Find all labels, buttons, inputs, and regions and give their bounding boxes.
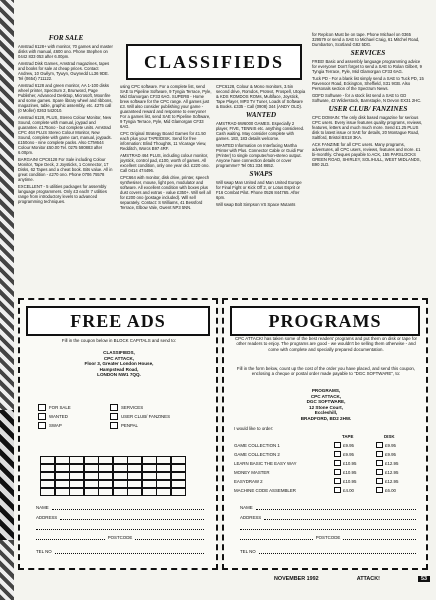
order-row xyxy=(234,460,416,466)
grid-cell[interactable] xyxy=(142,472,157,480)
disk-price: £12.95 xyxy=(385,469,399,475)
grid-cell[interactable] xyxy=(156,464,171,472)
program-name: EASYDRAW 2 xyxy=(234,478,263,484)
checkbox[interactable] xyxy=(376,442,383,449)
grid-cell[interactable] xyxy=(142,464,157,472)
grid-cell[interactable] xyxy=(127,472,142,480)
free-ads-header xyxy=(26,306,210,336)
ad-text-grid[interactable] xyxy=(40,456,198,496)
grid-cell[interactable] xyxy=(55,456,70,464)
address-line-2[interactable] xyxy=(240,524,416,530)
grid-cell[interactable] xyxy=(98,456,113,464)
checkbox[interactable] xyxy=(38,422,46,429)
user-club-heading: USER CLUB/ FANZINES xyxy=(328,105,408,113)
category-wanted[interactable]: WANTED xyxy=(38,413,68,420)
grid-cell[interactable] xyxy=(40,456,55,464)
program-name: MACHINE CODE ASSEMBLER xyxy=(234,487,296,493)
ad-text: Amstrad 6128 and green monitor, AA 1-100 disks wheel printer, Spectrum 2, Brunword, Page Publisher, Advanced Desktop, Microsoft, Moonfire and some games. Spare library wheel and ribbons, magazines, table, graphic assembly, etc. £275 call (0 Moller) 0263 542010. xyxy=(18,83,113,113)
tape-option[interactable] xyxy=(334,460,356,467)
grid-cell[interactable] xyxy=(171,488,186,496)
tape-column-header: TAPE xyxy=(342,434,354,439)
grid-cell[interactable] xyxy=(113,480,128,488)
grid-cell[interactable] xyxy=(55,480,70,488)
category-services[interactable]: SERVICES xyxy=(110,404,143,411)
grid-cell[interactable] xyxy=(98,480,113,488)
disk-option[interactable] xyxy=(376,487,396,494)
masthead-title: CLASSIFIEDS xyxy=(143,51,285,72)
ad-text: CPC Original Strategy Board Games for £1.50 each plus your TAPE/DISK. Send for free information: Blind Thoughts, 11 Vicarage View, Redditch, Worcs B97 4RF. xyxy=(120,131,207,151)
program-name: GAME COLLECTION 2 xyxy=(234,451,280,457)
grid-cell[interactable] xyxy=(69,456,84,464)
tape-option[interactable] xyxy=(334,487,354,494)
grid-cell[interactable] xyxy=(127,464,142,472)
grid-cell[interactable] xyxy=(142,480,157,488)
order-row xyxy=(234,478,416,484)
checkbox[interactable] xyxy=(334,451,341,458)
grid-cell[interactable] xyxy=(40,480,55,488)
tape-option[interactable] xyxy=(334,469,356,476)
programs-coupon xyxy=(222,298,428,570)
program-name: GAME COLLECTION 1 xyxy=(234,442,280,448)
grid-cell[interactable] xyxy=(171,464,186,472)
name-field[interactable]: NAME xyxy=(240,504,416,510)
tape-price: £9.95 xyxy=(343,451,354,457)
grid-cell[interactable] xyxy=(84,488,99,496)
tape-option[interactable] xyxy=(334,478,356,485)
ad-text: AMSTRAD 6W6000 GAMES. Especially 2 player, FIVE, TENNIS etc. anything considered. Cash waiting. May consider complete with games. 183, 183 details welcome. xyxy=(216,121,305,141)
program-name: MONEY MASTER xyxy=(234,469,270,475)
ad-text: WANTED Information on Interfacing Martha Printer with Plus. Connector Cable or Guidi Par (Printer) to single computer/non-stereo output. Anyone have connection details or cover programme? Tel 051 334 8652. xyxy=(216,143,304,168)
disk-option[interactable] xyxy=(376,451,396,458)
checkbox[interactable] xyxy=(110,422,118,429)
checkbox[interactable] xyxy=(334,487,341,494)
grid-cell[interactable] xyxy=(171,480,186,488)
swaps-heading: SWAPS xyxy=(249,170,273,178)
grid-cell[interactable] xyxy=(98,464,113,472)
grid-cell[interactable] xyxy=(113,488,128,496)
ad-text: Will swap Bolt Simpson VS Space Mutants xyxy=(216,202,296,207)
category-for-sale[interactable]: FOR SALE xyxy=(38,404,71,411)
programs-title: PROGRAMS xyxy=(268,310,382,331)
checkbox[interactable] xyxy=(110,413,118,420)
grid-cell[interactable] xyxy=(69,480,84,488)
grid-cell[interactable] xyxy=(127,480,142,488)
grid-cell[interactable] xyxy=(142,456,157,464)
column-four xyxy=(312,32,424,294)
grid-cell[interactable] xyxy=(55,472,70,480)
disk-price: £9.95 xyxy=(385,442,396,448)
tape-option[interactable] xyxy=(334,442,354,449)
name-field[interactable]: NAME xyxy=(36,504,204,510)
grid-cell[interactable] xyxy=(156,472,171,480)
page-spine xyxy=(0,0,14,600)
tape-option[interactable] xyxy=(334,451,354,458)
disk-price: £9.95 xyxy=(385,451,396,457)
ad-text: EXCELLENT - 5 utilities packages for assembly language programmers. Only £3 each! 7 utilities range from introductory levels to advanced programming techniques. xyxy=(18,184,107,204)
disk-option[interactable] xyxy=(376,478,398,485)
ad-text: FREE! Basic and assembly language programming advice for everyone! Don't forget to send a SAE to Rolan Gilbert, 9 Tyngia Terrace, Pyle, Mid Glamorgan CF33 6AG. xyxy=(312,59,422,74)
programs-intro: CPC ATTACK! has taken some of the best readers' programs and put them on disk or tape for other readers to enjoy. The programs are good - we wouldn't be selling them otherwise - and come with complete and specially prepared documentation. xyxy=(235,336,417,352)
category-user-club[interactable]: USER CLUB/ FANZINES xyxy=(110,413,170,420)
free-ads-title: FREE ADS xyxy=(70,310,166,331)
grid-cell[interactable] xyxy=(113,464,128,472)
address-line-2[interactable] xyxy=(36,524,204,530)
disk-price: £6.00 xyxy=(385,487,396,493)
wanted-heading: WANTED xyxy=(245,111,277,119)
grid-cell[interactable] xyxy=(84,464,99,472)
checkbox[interactable] xyxy=(38,413,46,420)
grid-cell[interactable] xyxy=(84,480,99,488)
checkbox[interactable] xyxy=(334,478,341,485)
ad-text: CPC664 with monitor, disk drive, printer, speech synthesiser, mouse, light pen, modulator and software. All excellent condition with boxes plus dust covers and extras - value £350+. Will sell all for £200 ono (postage included). Will sell separately. Contact: S Williams, 41 Bessford Terrace, Elbow Vale, Gwent NP3 5NN. xyxy=(120,175,211,210)
ad-text: for Replcon Must be on tape. Phone Michael on 0365 329579 or send a SAE to Michael Craig, 61 Mitchel Road, Dumbarton, Scotland G82 5DG. xyxy=(312,32,420,47)
grid-cell[interactable] xyxy=(84,472,99,480)
tape-price: £10.95 xyxy=(343,469,357,475)
checkbox[interactable] xyxy=(376,478,383,485)
category-penpal[interactable]: PENPAL xyxy=(110,422,138,429)
checkbox[interactable] xyxy=(38,404,46,411)
tel-field[interactable]: TEL NO xyxy=(36,548,204,554)
grid-cell[interactable] xyxy=(84,456,99,464)
ad-text: Will swap Man United and Man United Europe for Final Fight or Kick Off 2, or Lotus Esprit or F16 Combat Pilot. Phone 0526 844765. After 6pm. xyxy=(216,180,302,200)
grid-cell[interactable] xyxy=(69,488,84,496)
column-two xyxy=(120,84,212,294)
order-row xyxy=(234,442,416,448)
order-row xyxy=(234,487,416,493)
ad-text: Amstrad 6128+ with monitor, 70 games and master disks with manual, £600 ono. Phone Stephen on 0442 833 053 after 6.00pm. xyxy=(18,44,113,59)
grid-cell[interactable] xyxy=(55,488,70,496)
ad-text: using CPC software. For a complete list, send SAE to Pipeline Software, 9 Tyngia Terrace, Pyle, Mid Glamorgan CF33 6AG. SUPERB - Home brew software for the CPC range. All games just £3. Will also consider publishing your game - guaranteed reward and response to everyone! For a games list, send SAE to Pipeline Software, 9 Tyngia Terrace, Pyle, Mid Glamorgan CF33 6AG. xyxy=(120,84,212,129)
programs-instructions: Fill in the form below, count up the cost of the order you have placed, and send this coupon, enclosing a cheque or postal order made payable to "DGC SOFTWARE", to: xyxy=(236,366,416,377)
ad-text: ACK FANZINE for all CPC users. Many programs, adventures, all CPC users, reviews, features and more. £1 bi-monthly. Cheques payable to ACK, 155 PARSLOCKS GREEN ROAD, SHIRLEY, SOLIHULL, WEST MIDLANDS, B90 2LD. xyxy=(312,142,421,167)
checkbox[interactable] xyxy=(376,469,383,476)
ad-text: GDFD Software - for a stock list send a SAE to GD Software, 43 Wilderstock, Barnstaple, N Devon EX31 2HC. xyxy=(312,93,422,103)
checkbox[interactable] xyxy=(376,460,383,467)
grid-cell[interactable] xyxy=(40,472,55,480)
page-footer xyxy=(274,573,430,585)
ad-text: BARGAIN! CPC6128 For Sale including Colour Monitor, Tape Deck, 2 Joysticks, 1 Connector, 17 Disks, 62 Tapes and a cheat book. Bits value. All in great condition - £270 ono. Phone 0706 75578 anytime. xyxy=(18,157,113,182)
free-ads-intro: Fill in the coupon below in BLOCK CAPITALS and send to: xyxy=(61,338,177,343)
grid-cell[interactable] xyxy=(55,464,70,472)
grid-cell[interactable] xyxy=(171,456,186,464)
grid-cell[interactable] xyxy=(40,488,55,496)
checkbox[interactable] xyxy=(334,442,341,449)
checkbox[interactable] xyxy=(110,404,118,411)
category-swap[interactable]: SWAP xyxy=(38,422,62,429)
checkbox[interactable] xyxy=(334,460,341,467)
order-row xyxy=(234,469,416,475)
postcode-field[interactable]: POSTCODE xyxy=(240,534,416,540)
column-three xyxy=(216,84,306,294)
grid-cell[interactable] xyxy=(127,456,142,464)
ad-text: CPC6128, Colour & Mono monitors, 3.5in second drive, Romdos, Protext, Prospell, Utopia & KDS ROMDOS ROMs, Multiface, Joystick, Tape Player, MP3 TV Tuner, Loads of Software & Books. £335 - Call (0908) 344 (ANDY OLD). xyxy=(216,84,306,109)
grid-cell[interactable] xyxy=(113,472,128,480)
tape-price: £10.95 xyxy=(343,478,357,484)
for-sale-heading: FOR SALE xyxy=(48,34,84,42)
disk-column-header: DISK xyxy=(384,434,395,439)
grid-cell[interactable] xyxy=(142,488,157,496)
disk-option[interactable] xyxy=(376,442,396,449)
programs-header xyxy=(230,306,420,336)
checkbox[interactable] xyxy=(376,487,383,494)
ad-text: Tuck PD - For a blank list simply send a SAE to Tuck PD, 15 Ravenoor Road, Eckington, Sheffield, S31 9GB. Also Personals section of the Spectrum News. xyxy=(312,76,424,91)
grid-cell[interactable] xyxy=(98,472,113,480)
tel-field[interactable]: TEL NO xyxy=(240,548,416,554)
services-heading: SERVICES xyxy=(350,49,386,57)
programs-address: PROGRAMS, CPC ATTACK, DGC SOFTWARE, 12 Stone Court, Eccleshill, BRADFORD, BD2 2HW. xyxy=(300,388,352,421)
address-field[interactable]: ADDRESS xyxy=(36,514,204,520)
tape-price: £10.95 xyxy=(343,460,357,466)
disk-option[interactable] xyxy=(376,460,398,467)
order-label: I would like to order: xyxy=(234,426,274,431)
grid-cell[interactable] xyxy=(98,488,113,496)
grid-cell[interactable] xyxy=(127,488,142,496)
ad-text: Amstrad Disk Games, Amstrad magazines, tapes and books for sale at cheap prices. Contact Andrew, 10 Gwilym, Tywyn, Gwynedd LL36 9DE. Tel (0654) 711122. xyxy=(18,61,110,81)
disk-option[interactable] xyxy=(376,469,398,476)
grid-cell[interactable] xyxy=(156,480,171,488)
grid-cell[interactable] xyxy=(69,472,84,480)
checkbox[interactable] xyxy=(334,469,341,476)
grid-cell[interactable] xyxy=(171,472,186,480)
order-row xyxy=(234,451,416,457)
disk-price: £12.95 xyxy=(385,478,399,484)
free-ads-coupon xyxy=(18,298,218,570)
ad-text: CPC DOMAIN: The only disk based magazine for serious CPC users. Every issue features quality programs, reviews, features, letters and much much more. Send £1.25 PLUS disk to latest issue or SAE for details, 20 Montague Road, Saltford, Bristol BS18 3KA. xyxy=(312,115,423,140)
grid-cell[interactable] xyxy=(40,464,55,472)
page-number: 53 xyxy=(418,576,430,582)
tape-price: £9.95 xyxy=(343,442,354,448)
program-name: LEARN BASIC THE EASY WAY xyxy=(234,460,297,466)
tape-price: £4.00 xyxy=(343,487,354,493)
grid-cell[interactable] xyxy=(113,456,128,464)
grid-cell[interactable] xyxy=(156,456,171,464)
address-field[interactable]: ADDRESS xyxy=(240,514,416,520)
grid-cell[interactable] xyxy=(69,464,84,472)
for-sale-column xyxy=(18,32,114,294)
disk-price: £12.95 xyxy=(385,460,399,466)
ad-text: AMSTRAD 464 PLUS, including colour monitor, joystick, control pad, £100, worth of games. All excellent condition, only one year old. £220 ono. Call 0414 474496. xyxy=(120,153,210,173)
classifieds-masthead xyxy=(126,44,302,80)
magazine-name: ATTACK! xyxy=(356,576,380,582)
free-ads-address: CLASSIFIEDS, CPC ATTACK, Floor 3, Greater London House, Hampstead Road, LONDON NW1 7QQ. xyxy=(84,350,154,378)
grid-cell[interactable] xyxy=(156,488,171,496)
ad-text: Amstrad 6128, PLUS, Stereo Colour Monitor, New Sound, complete with manual, joypad and guarantee. £175ono - but complete units. Amstrad CPC 464 PLUS Stereo Colour Monitor, New Sound, complete with game cart, manual, joypads. £150ono - nine complete packs. Also CTM644 Colour Monitor £50.00 Tel. 0275 580883 after 6.00pm. xyxy=(18,115,112,155)
checkbox[interactable] xyxy=(376,451,383,458)
postcode-field[interactable]: POSTCODE xyxy=(36,534,204,540)
issue-date: NOVEMBER 1992 xyxy=(274,576,319,582)
